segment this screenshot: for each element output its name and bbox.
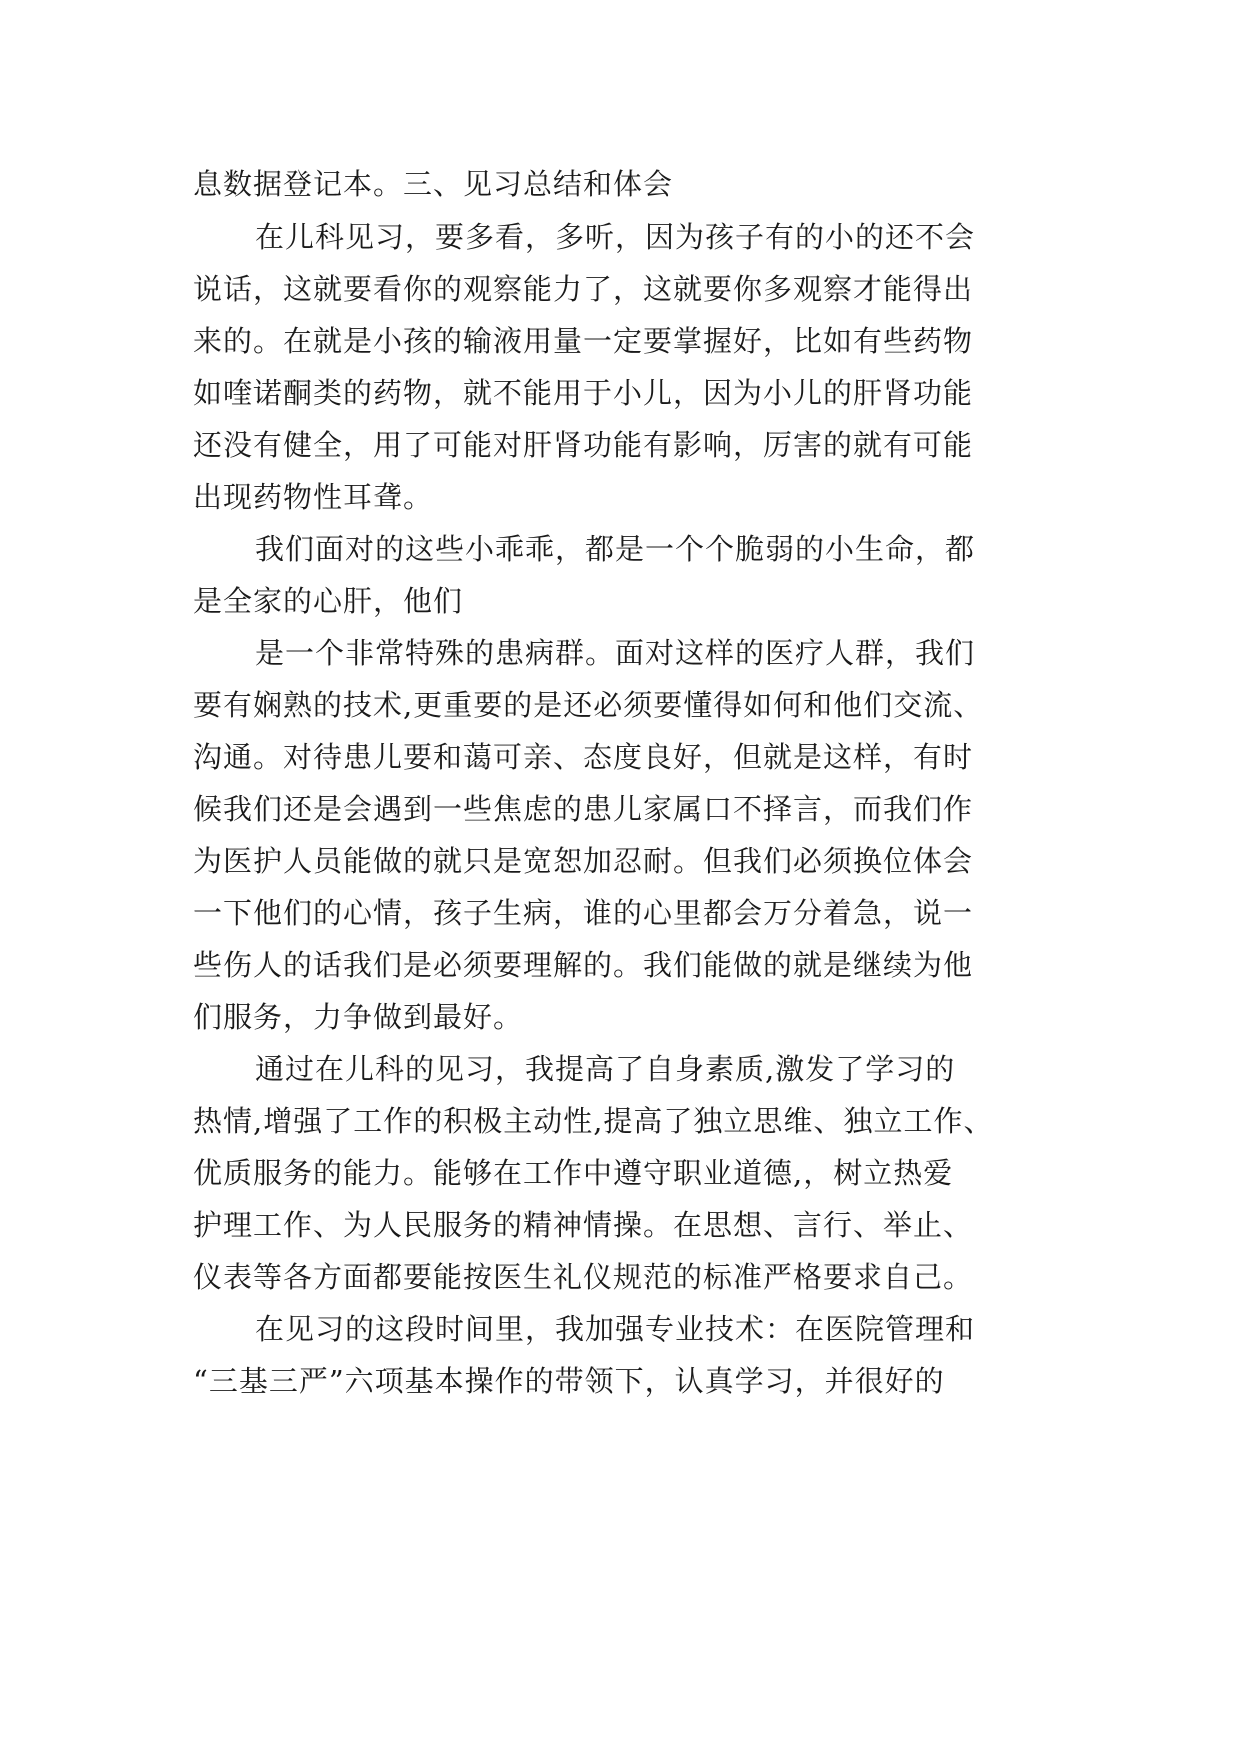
text-line: “三基三严”六项基本操作的带领下，认真学习，并很好的 <box>193 1364 945 1398</box>
text-line: 一下他们的心情，孩子生病，谁的心里都会万分着急，说一 <box>193 896 974 930</box>
text-line: 如喹诺酮类的药物，就不能用于小儿，因为小儿的肝肾功能 <box>193 376 974 410</box>
text-line: 候我们还是会遇到一些焦虑的患儿家属口不择言，而我们作 <box>193 792 974 826</box>
text-line: 为医护人员能做的就只是宽恕加忍耐。但我们必须换位体会 <box>193 844 974 878</box>
text-line: 还没有健全，用了可能对肝肾功能有影响，厉害的就有可能 <box>193 428 974 462</box>
paragraph-first-line: 在见习的这段时间里，我加强专业技术：在医院管理和 <box>255 1312 976 1346</box>
text-line: 是全家的心肝，他们 <box>193 584 464 618</box>
text-line: 沟通。对待患儿要和蔼可亲、态度良好，但就是这样，有时 <box>193 740 974 774</box>
text-line: 息数据登记本。三、见习总结和体会 <box>193 167 674 201</box>
paragraph-first-line: 通过在儿科的见习，我提高了自身素质,激发了学习的 <box>255 1052 956 1086</box>
paragraph-first-line: 在儿科见习，要多看，多听，因为孩子有的小的还不会 <box>255 220 976 254</box>
text-line: 说话，这就要看你的观察能力了，这就要你多观察才能得出 <box>193 272 974 306</box>
text-line: 护理工作、为人民服务的精神情操。在思想、言行、举止、 <box>193 1208 974 1242</box>
text-line: 热情,增强了工作的积极主动性,提高了独立思维、独立工作、 <box>193 1104 994 1138</box>
text-line: 们服务，力争做到最好。 <box>193 1000 524 1034</box>
text-line: 优质服务的能力。能够在工作中遵守职业道德,，树立热爱 <box>193 1156 954 1190</box>
paragraph-first-line: 是一个非常特殊的患病群。面对这样的医疗人群，我们 <box>255 636 976 670</box>
text-line: 些伤人的话我们是必须要理解的。我们能做的就是继续为他 <box>193 948 974 982</box>
text-line: 要有娴熟的技术,更重要的是还必须要懂得如何和他们交流、 <box>193 688 984 722</box>
paragraph-first-line: 我们面对的这些小乖乖，都是一个个脆弱的小生命，都 <box>255 532 976 566</box>
text-line: 仪表等各方面都要能按医生礼仪规范的标准严格要求自己。 <box>193 1260 974 1294</box>
text-line: 来的。在就是小孩的输液用量一定要掌握好，比如有些药物 <box>193 324 974 358</box>
text-line: 出现药物性耳聋。 <box>193 480 434 514</box>
